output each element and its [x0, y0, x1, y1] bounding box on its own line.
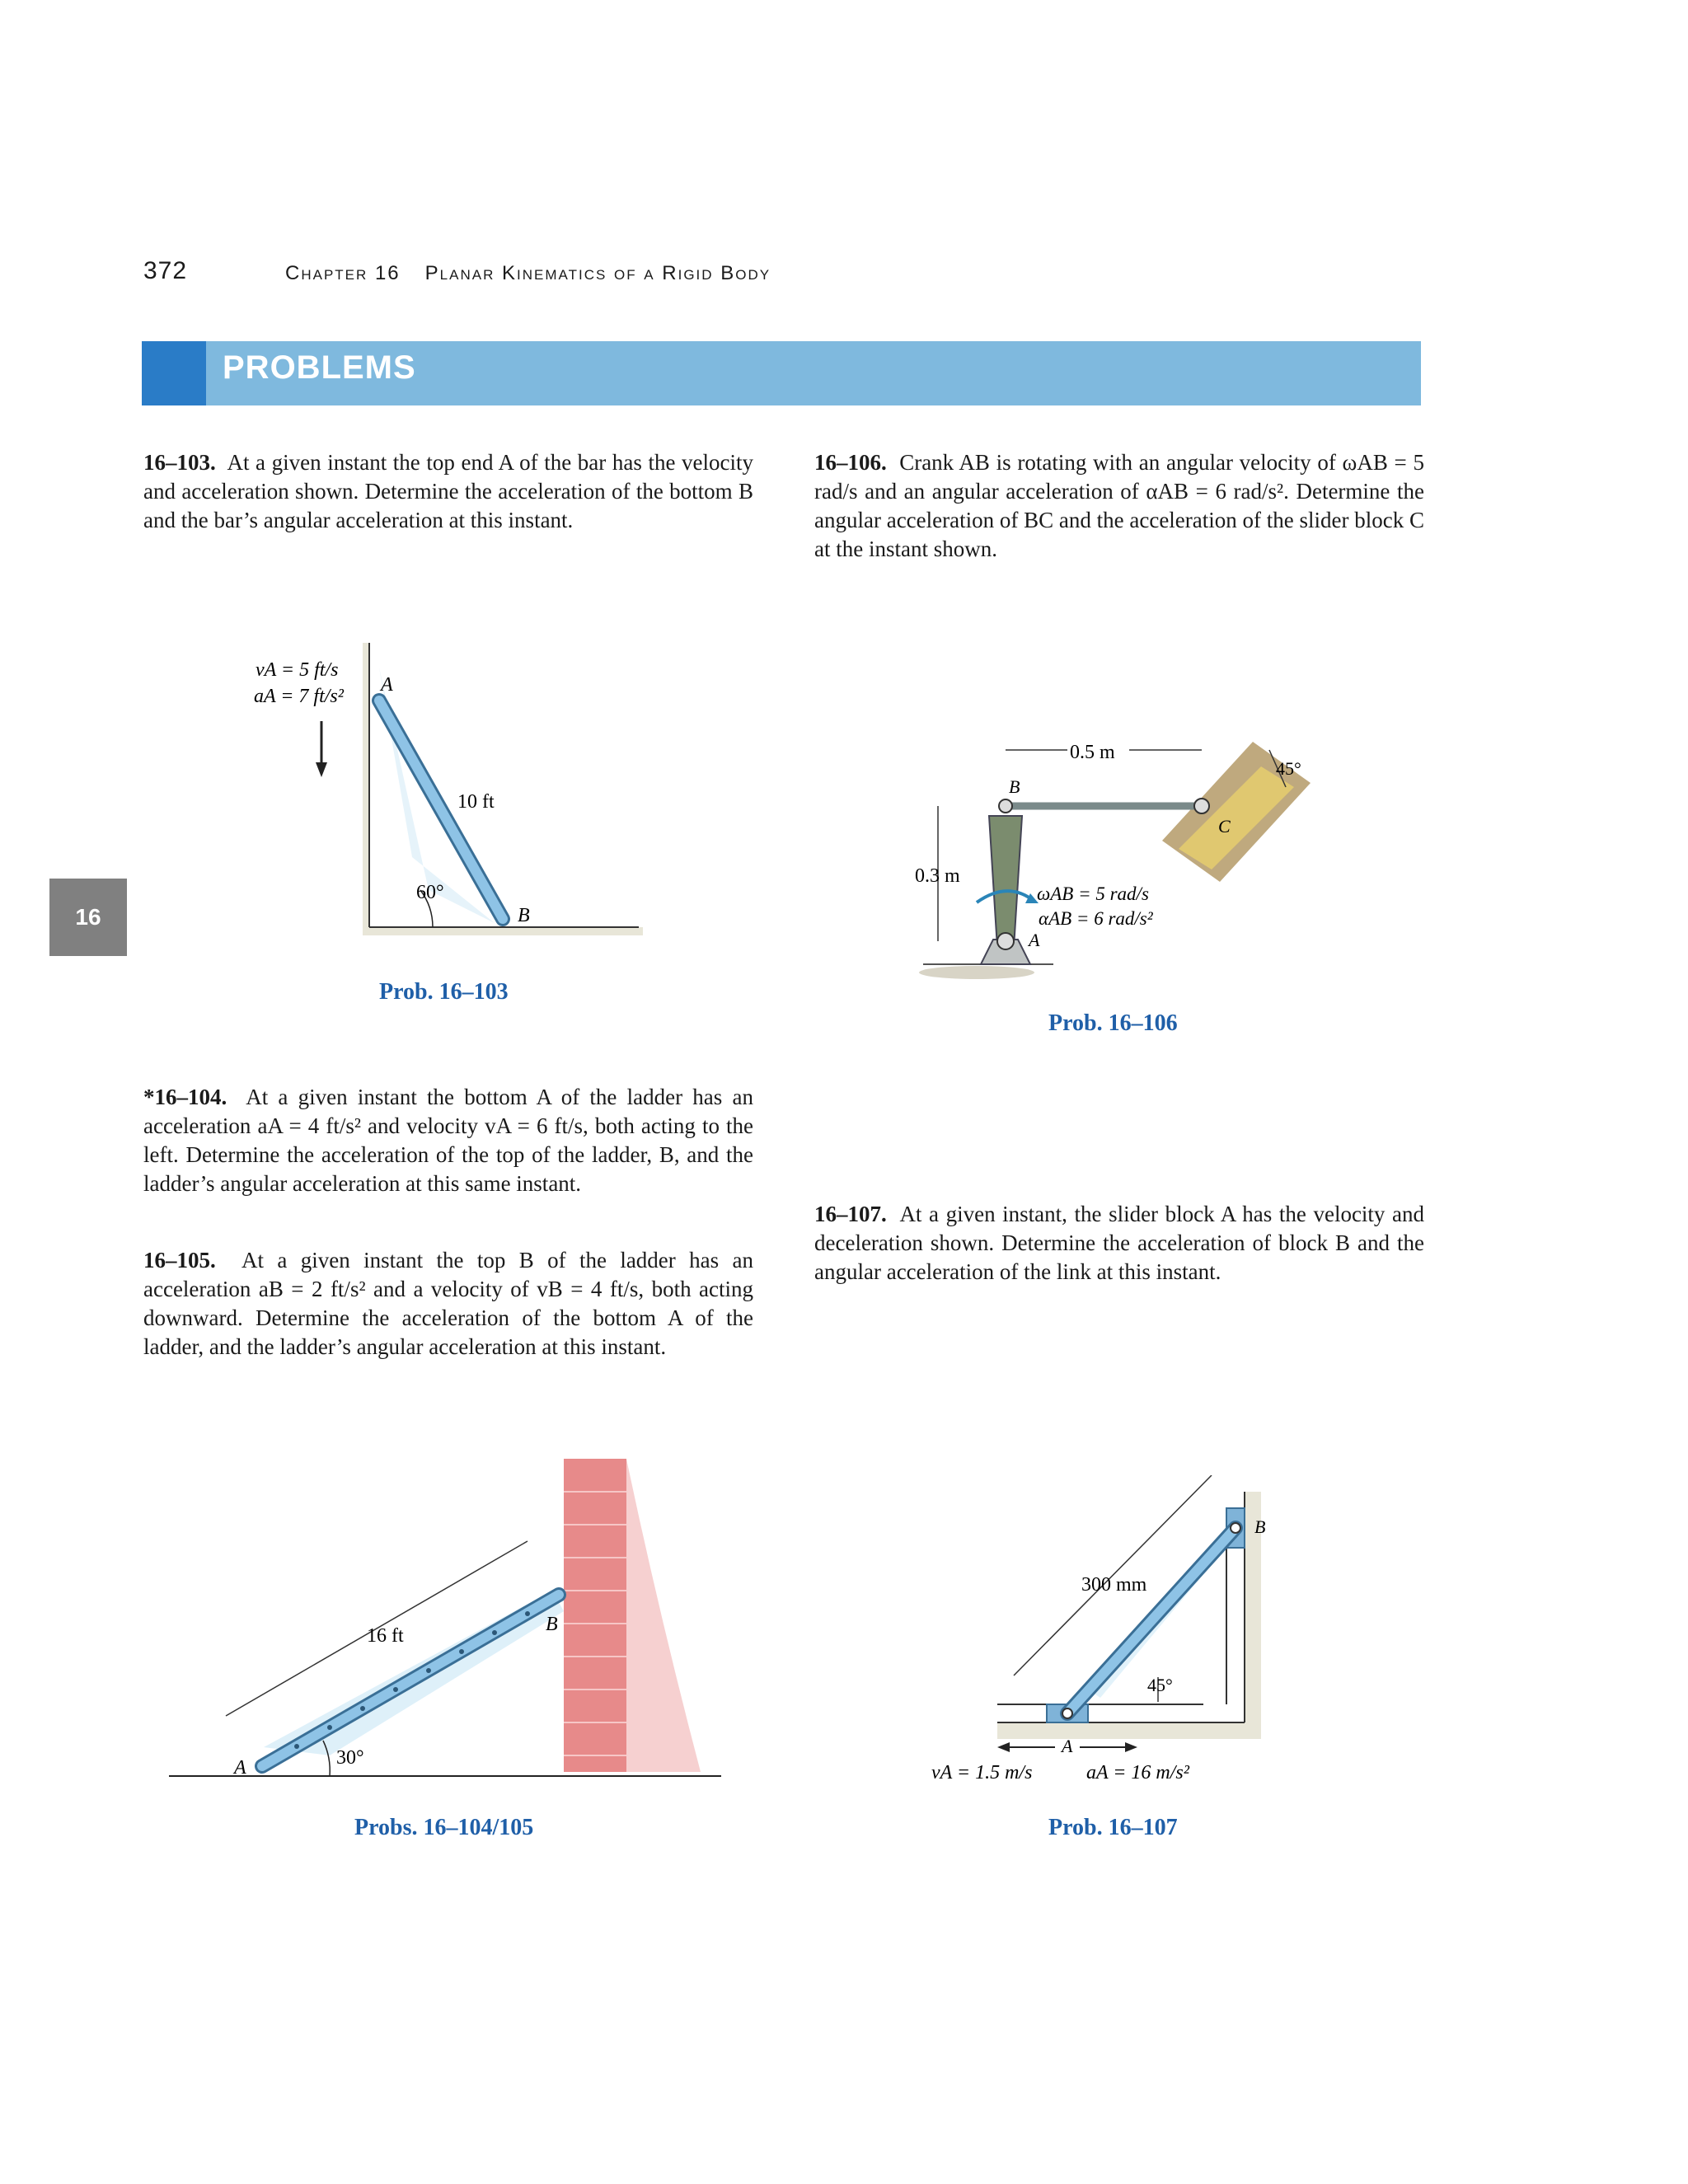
figure-16-104-105 [165, 1451, 725, 1780]
down-arrow-icon [316, 762, 327, 777]
point-c-label: C [1218, 816, 1231, 837]
length-label: 16 ft [367, 1625, 404, 1647]
problem-number: 16–106. [814, 450, 887, 475]
acceleration-label: aA = 7 ft/s² [254, 686, 344, 707]
pin-a [1062, 1708, 1072, 1718]
point-b-label: B [546, 1614, 558, 1635]
omega-label: ωAB = 5 rad/s [1037, 883, 1149, 904]
figure-16-106 [907, 725, 1335, 981]
problem-16-105 [143, 1246, 753, 1361]
point-b-label: B [518, 905, 530, 926]
problem-16-106 [814, 448, 1424, 564]
problem-16-107 [814, 1200, 1424, 1286]
angle-label: 45° [1276, 758, 1301, 779]
chapter-label: Chapter 16 [285, 262, 401, 284]
problem-number: 16–103. [143, 450, 216, 475]
pin-b [1231, 1523, 1240, 1533]
problem-number: 16–107. [814, 1202, 887, 1226]
chapter-title: Planar Kinematics of a Rigid Body [424, 262, 771, 284]
velocity-label: vA = 5 ft/s [256, 659, 339, 681]
problem-number: *16–104. [143, 1085, 227, 1109]
problem-text: At a given instant, the slider block A has the velocity and deceleration shown. Determine the acceleration of block B and the angular acceleration of the link at this instant. [814, 1202, 1424, 1284]
problem-16-104 [143, 1083, 753, 1198]
ladder-highlight [262, 1595, 559, 1766]
dimension-label-height: 0.3 m [915, 865, 960, 887]
pin-c [1194, 799, 1209, 813]
figure-caption: Probs. 16–104/105 [354, 1815, 534, 1840]
figure-16-107 [931, 1475, 1278, 1805]
left-arrow-icon [997, 1742, 1010, 1752]
problem-text: At a given instant the top end A of the bar has the velocity and acceleration shown. Determine the acceleration of the bottom B and the bar’s angular acceleration at this instant. [143, 450, 753, 532]
right-arrow-icon [1125, 1742, 1137, 1752]
problem-text: Crank AB is rotating with an angular velocity of ωAB = 5 rad/s and an angular acceleration of αAB = 6 rad/s². Determine the angular acceleration of BC and the acceleration of the slider block C at the instant shown. [814, 450, 1424, 561]
problem-text: At a given instant the top B of the ladder has an acceleration aB = 2 ft/s² and a velocity of vB = 4 ft/s, both acting downward. Determine the acceleration of the bottom A of the ladder, and the ladder’s angular acceleration at this instant. [143, 1248, 753, 1359]
pin-b [999, 799, 1012, 813]
length-label: 300 mm [1081, 1574, 1147, 1596]
chapter-tab: 16 [49, 879, 127, 956]
page-number: 372 [143, 257, 188, 284]
brick-wall [564, 1459, 626, 1772]
alpha-label: αAB = 6 rad/s² [1039, 908, 1153, 929]
wall-shadow [626, 1459, 701, 1772]
angle-label: 60° [416, 882, 444, 903]
length-label: 10 ft [457, 791, 495, 813]
banner-accent-block [142, 341, 206, 405]
point-a-label: A [1062, 1736, 1073, 1756]
acceleration-label: aA = 16 m/s² [1086, 1762, 1189, 1783]
pin-a [997, 933, 1014, 949]
problem-text: At a given instant the bottom A of the ladder has an acceleration aA = 4 ft/s² and velocity vA = 6 ft/s, both acting to the left. Determine the acceleration of the top of the ladder, B, and the ladder’s angular acceleration at this same instant. [143, 1085, 753, 1196]
point-b-label: B [1009, 776, 1020, 797]
figure-16-103 [223, 643, 651, 940]
point-a-label: A [381, 674, 393, 696]
point-a-label: A [1029, 930, 1040, 950]
guide-shading [997, 1492, 1261, 1739]
banner-title: PROBLEMS [223, 349, 416, 386]
point-a-label: A [234, 1757, 246, 1779]
figure-caption: Prob. 16–107 [1048, 1815, 1178, 1840]
figure-caption: Prob. 16–106 [1048, 1010, 1178, 1036]
running-head [285, 262, 771, 285]
velocity-label: vA = 1.5 m/s [931, 1762, 1033, 1783]
point-b-label: B [1254, 1516, 1266, 1537]
figure-caption: Prob. 16–103 [379, 979, 509, 1005]
problem-number: 16–105. [143, 1248, 216, 1272]
problem-16-103 [143, 448, 753, 535]
angle-label: 30° [336, 1747, 364, 1769]
ground-shading [919, 966, 1034, 979]
dimension-label-bc: 0.5 m [1070, 742, 1115, 763]
crank-ab [989, 816, 1022, 948]
angle-label: 45° [1147, 1675, 1173, 1695]
